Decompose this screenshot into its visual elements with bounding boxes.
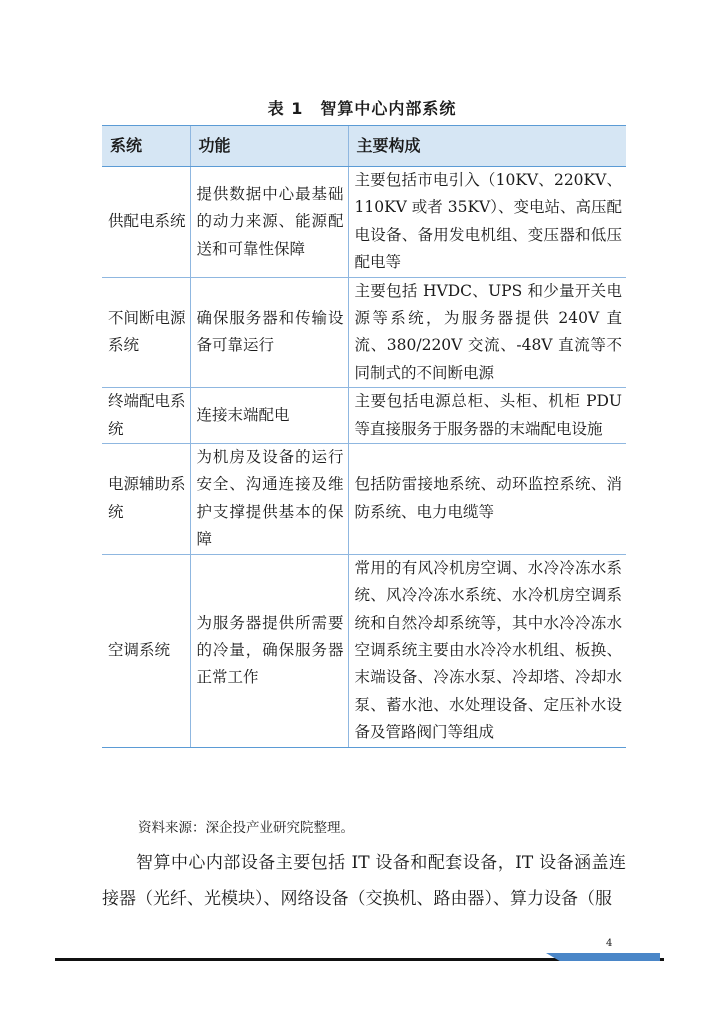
table-header-row	[102, 126, 626, 167]
cell-composition: 包括防雷接地系统、动环监控系统、消防系统、电力电缆等	[348, 444, 626, 555]
cell-composition: 主要包括市电引入（10KV、220KV、110KV 或者 35KV）、变电站、高压配电设备、备用发电机组、变压器和低压配电等	[348, 167, 626, 278]
footer-accent-bar	[546, 953, 660, 961]
table-row	[102, 554, 626, 747]
cell-function: 连接末端配电	[190, 388, 348, 444]
header-function: 功能	[190, 126, 348, 167]
cell-function: 确保服务器和传输设备可靠运行	[190, 277, 348, 388]
cell-system: 电源辅助系统	[102, 444, 190, 555]
table-row	[102, 167, 626, 278]
header-system: 系统	[102, 126, 190, 167]
cell-system: 供配电系统	[102, 167, 190, 278]
systems-table	[102, 125, 626, 748]
cell-system: 终端配电系统	[102, 388, 190, 444]
table-row	[102, 277, 626, 388]
cell-function: 提供数据中心最基础的动力来源、能源配送和可靠性保障	[190, 167, 348, 278]
header-composition: 主要构成	[348, 126, 626, 167]
cell-system: 空调系统	[102, 554, 190, 747]
cell-composition: 主要包括 HVDC、UPS 和少量开关电源等系统，为服务器提供 240V 直流、380/220V 交流、-48V 直流等不同制式的不间断电源	[348, 277, 626, 388]
cell-composition: 主要包括电源总柜、头柜、机柜 PDU 等直接服务于服务器的末端配电设施	[348, 388, 626, 444]
cell-function: 为服务器提供所需要的冷量，确保服务器正常工作	[190, 554, 348, 747]
source-note: 资料来源：深企投产业研究院整理。	[138, 820, 354, 836]
cell-system: 不间断电源系统	[102, 277, 190, 388]
body-paragraph: 智算中心内部设备主要包括 IT 设备和配套设备，IT 设备涵盖连接器（光纤、光模块）、网络设备（交换机、路由器）、算力设备（服	[102, 853, 626, 909]
table-caption: 表 1 智算中心内部系统	[267, 99, 457, 118]
table-row	[102, 388, 626, 444]
cell-composition: 常用的有风冷机房空调、水冷冷冻水系统、风冷冷冻水系统、水冷机房空调系统和自然冷却系统等，其中水冷冷冻水空调系统主要由水冷冷水机组、板换、末端设备、冷冻水泵、冷却塔、冷却水泵、蓄水池、水处理设备、定压补水设备及管路阀门等组成	[348, 554, 626, 747]
cell-function: 为机房及设备的运行安全、沟通连接及维护支撑提供基本的保障	[190, 444, 348, 555]
table-row	[102, 444, 626, 555]
page-number: 4	[606, 938, 613, 949]
